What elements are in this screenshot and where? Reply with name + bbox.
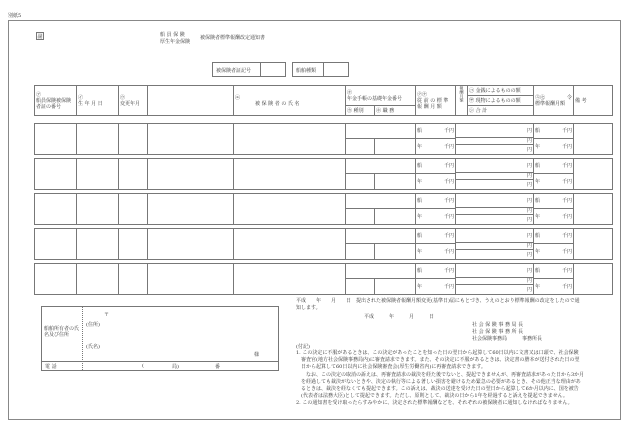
cell-duty[interactable] [375, 209, 416, 225]
header-birthdate: ㋑ 生 年 月 日 [77, 86, 119, 116]
header-blank [148, 86, 234, 116]
cell-duty[interactable] [375, 244, 416, 260]
cell-change-month[interactable] [119, 124, 148, 155]
cell-insurance-number[interactable] [35, 264, 77, 295]
cell-insurance-number[interactable] [35, 159, 77, 190]
record-group [34, 123, 613, 155]
header-total: ㋛ 合 計 [468, 106, 534, 116]
cell-birthdate[interactable] [77, 194, 119, 225]
unit-label: 船 [417, 268, 423, 274]
cell-duty[interactable] [375, 139, 416, 155]
unit-thousand-yen: 千円 [561, 268, 572, 274]
unit-yen: 円 [526, 173, 532, 179]
unit-thousand-yen: 千円 [561, 198, 572, 204]
cell-cash[interactable] [456, 194, 534, 208]
unit-label: 年 [535, 248, 541, 255]
unit-thousand-yen: 千円 [561, 233, 572, 239]
cell-cash[interactable] [456, 264, 534, 278]
unit-thousand-yen: 千円 [443, 248, 454, 255]
cell-total[interactable] [456, 145, 534, 155]
cell-remarks[interactable] [574, 194, 613, 225]
insured-symbol-label: 被保険者証記号 [216, 68, 252, 74]
unit-yen: 円 [526, 208, 532, 214]
header-inkind-amount: ㋚ 現物によるものの額 [468, 96, 534, 106]
unit-label: 船 [417, 163, 423, 169]
unit-label: 船 [535, 198, 541, 204]
notice-date: 平成 年 月 日 [364, 314, 435, 320]
cell-previous-year[interactable] [416, 209, 456, 225]
header-name: ㋓ 被 保 険 者 の 氏 名 [234, 86, 346, 116]
cell-standard-ship[interactable] [534, 159, 574, 174]
cell-inkind[interactable] [456, 208, 534, 215]
vessel-type-field[interactable] [292, 62, 349, 77]
header-insurance-number: ㋐ 船員保険被保険者証の番号 [35, 86, 77, 116]
notice-line2: 知します。 [296, 305, 321, 311]
cell-cash[interactable] [456, 229, 534, 243]
unit-label: 船 [535, 163, 541, 169]
owner-label: 船舶所有者の氏名及び住所 [44, 326, 80, 338]
cell-type[interactable] [346, 279, 375, 295]
unit-yen: 円 [526, 197, 532, 204]
unit-thousand-yen: 千円 [561, 163, 572, 169]
note-line: 1. この決定に不服があるときは、この決定があったことを知った日の翌日から起算して60日以内に文書又は口頭で、社会保険 [296, 350, 579, 356]
notice-line1: 平成 年 月 日 提出された被保険者報酬月額変更(基準日)届にもとづき、うえのとおり標準報酬の改定をしたので通 [296, 298, 580, 304]
cell-type[interactable] [346, 244, 375, 260]
signatory-1: 社 会 保 険 事 務 局 長 [472, 322, 524, 328]
unit-yen: 円 [526, 181, 532, 188]
unit-label: 年 [535, 178, 541, 185]
unit-thousand-yen: 千円 [561, 248, 572, 255]
cell-pension-number[interactable] [346, 194, 416, 209]
cell-total[interactable] [456, 215, 534, 225]
unit-thousand-yen: 千円 [561, 283, 572, 290]
cell-standard-year[interactable] [534, 139, 574, 155]
vessel-type-label: 船舶種類 [296, 68, 317, 74]
unit-yen: 円 [526, 286, 532, 293]
unit-thousand-yen: 千円 [443, 178, 454, 185]
cell-total[interactable] [456, 285, 534, 295]
unit-yen: 円 [526, 267, 532, 274]
cell-remarks[interactable] [574, 229, 613, 260]
cell-name[interactable] [234, 159, 346, 190]
unit-yen: 円 [526, 216, 532, 223]
cell-inkind[interactable] [456, 278, 534, 285]
unit-label: 年 [535, 283, 541, 290]
cell-standard-year[interactable] [534, 279, 574, 295]
header-table [34, 85, 613, 116]
cell-change-month[interactable] [119, 194, 148, 225]
cell-name[interactable] [234, 124, 346, 155]
cell-standard-year[interactable] [534, 174, 574, 190]
header-previous-standard: ㋗㋘ 従 前 の 標 準 報 酬 月 額 [416, 86, 456, 116]
cell-previous-year[interactable] [416, 139, 456, 155]
cell-birthdate[interactable] [77, 159, 119, 190]
unit-thousand-yen: 千円 [443, 198, 454, 204]
cell-birthdate[interactable] [77, 264, 119, 295]
cell-duty[interactable] [375, 174, 416, 190]
note-heading: (付記) [296, 344, 310, 350]
cell-total[interactable] [456, 250, 534, 260]
cell-previous-year[interactable] [416, 279, 456, 295]
cell-blank[interactable] [148, 159, 234, 190]
cell-previous-ship[interactable] [416, 194, 456, 209]
unit-thousand-yen: 千円 [443, 213, 454, 220]
cell-duty[interactable] [375, 279, 416, 295]
cell-standard-ship[interactable] [534, 124, 574, 139]
unit-label: 船 [417, 233, 423, 239]
cell-birthdate[interactable] [77, 229, 119, 260]
cell-pension-number[interactable] [346, 124, 416, 139]
cell-type[interactable] [346, 139, 375, 155]
header-pension-number: ㋔ 年金手帳の基礎年金番号 [346, 86, 416, 106]
cell-previous-ship[interactable] [416, 159, 456, 174]
cell-insurance-number[interactable] [35, 229, 77, 260]
unit-yen: 円 [526, 243, 532, 249]
phone-office: 局) [172, 364, 179, 370]
cell-name[interactable] [234, 194, 346, 225]
form-mark: 副 [37, 34, 43, 40]
note-line: を経過しても裁決がないときや、決定の執行等による著しい損害を避けるため緊急の必要があるとき、その他正当な理由があ [296, 378, 581, 385]
cell-pension-number[interactable] [346, 264, 416, 279]
record-group [34, 263, 613, 295]
cell-insurance-number[interactable] [35, 124, 77, 155]
signatory-3: 社会保険事務局 事務所長 [472, 336, 543, 342]
unit-label: 船 [417, 128, 423, 134]
unit-thousand-yen: 千円 [561, 128, 572, 134]
unit-label: 船 [535, 268, 541, 274]
phone-number: 番 [215, 364, 221, 370]
cell-cash[interactable] [456, 124, 534, 138]
cell-standard-ship[interactable] [534, 229, 574, 244]
notes [296, 350, 584, 408]
unit-label: 年 [417, 143, 423, 150]
cell-blank[interactable] [148, 194, 234, 225]
unit-yen: 円 [526, 138, 532, 144]
honorific: 様 [254, 352, 260, 358]
cell-previous-year[interactable] [416, 244, 456, 260]
cell-birthdate[interactable] [77, 124, 119, 155]
cell-blank[interactable] [148, 264, 234, 295]
cell-change-month[interactable] [119, 264, 148, 295]
cell-change-month[interactable] [119, 159, 148, 190]
cell-blank[interactable] [148, 124, 234, 155]
unit-yen: 円 [526, 232, 532, 239]
unit-yen: 円 [526, 278, 532, 284]
phone-paren: ( [142, 363, 144, 369]
cell-standard-ship[interactable] [534, 194, 574, 209]
cell-inkind[interactable] [456, 243, 534, 250]
cell-insurance-number[interactable] [35, 194, 77, 225]
unit-yen: 円 [526, 251, 532, 258]
header-monthly-pay: 報酬月額 [456, 86, 468, 116]
unit-label: 船 [417, 198, 423, 204]
owner-box [41, 306, 279, 371]
cell-blank[interactable] [148, 229, 234, 260]
cell-remarks[interactable] [574, 124, 613, 155]
phone-label: 電 話 [45, 364, 57, 370]
header-duty: ㋖ 職 務 [375, 106, 416, 116]
note-line: (代表者は法務大臣)として提起できます。ただし、原則として、裁決の日から1年を経過すると訴えを提起できません。 [296, 393, 568, 400]
cell-cash[interactable] [456, 159, 534, 173]
unit-label: 年 [417, 178, 423, 185]
unit-thousand-yen: 千円 [443, 163, 454, 169]
postal-mark: 〒 [104, 312, 110, 318]
header-standard-pay: ㋜㋝ 令 標準報酬月額 [534, 86, 574, 116]
signatory-2: 社 会 保 険 事 務 所 長 [472, 329, 524, 335]
title-line2: 厚生年金保険 [160, 39, 191, 45]
cell-type[interactable] [346, 209, 375, 225]
cell-previous-year[interactable] [416, 174, 456, 190]
unit-thousand-yen: 千円 [561, 178, 572, 185]
cell-pension-number[interactable] [346, 159, 416, 174]
note-line: るときは、裁決を経なくても提起できます。この訴えは、裁決の送達を受けた日の翌日から起算して6か月以内に、国を被告 [296, 386, 579, 393]
title-line1: 船 員 保 険 [160, 32, 185, 38]
cell-total[interactable] [456, 180, 534, 190]
cell-change-month[interactable] [119, 229, 148, 260]
unit-thousand-yen: 千円 [561, 143, 572, 150]
unit-yen: 円 [526, 162, 532, 169]
unit-yen: 円 [526, 146, 532, 153]
page-title: 被保険者標準報酬改定通知書 [200, 35, 266, 41]
note-line: 日から起算して60日以内に社会保険審査会(厚生労働省内)に再審査請求できます。 [296, 364, 486, 371]
cell-pension-number[interactable] [346, 229, 416, 244]
note-line: なお、この決定の取消の訴えは、再審査請求の裁決を経た後でないと、提起できませんが、再審査請求があった日から3か月 [296, 371, 585, 378]
record-group [34, 158, 613, 190]
insured-symbol-field[interactable] [212, 62, 286, 77]
unit-thousand-yen: 千円 [443, 283, 454, 290]
unit-label: 年 [417, 248, 423, 255]
unit-thousand-yen: 千円 [561, 213, 572, 220]
cell-name[interactable] [234, 264, 346, 295]
cell-remarks[interactable] [574, 264, 613, 295]
cell-standard-year[interactable] [534, 209, 574, 225]
owner-name-label[interactable]: (氏名) [86, 344, 100, 350]
header-remarks: 備 考 [574, 86, 613, 116]
record-group [34, 193, 613, 225]
cell-standard-year[interactable] [534, 244, 574, 260]
unit-thousand-yen: 千円 [443, 143, 454, 150]
cell-previous-ship[interactable] [416, 229, 456, 244]
unit-label: 船 [535, 233, 541, 239]
unit-label: 年 [535, 213, 541, 220]
cell-previous-ship[interactable] [416, 264, 456, 279]
unit-thousand-yen: 千円 [443, 233, 454, 239]
unit-label: 年 [535, 143, 541, 150]
unit-label: 年 [417, 213, 423, 220]
cell-remarks[interactable] [574, 159, 613, 190]
header-type: ㋕ 種別 [346, 106, 375, 116]
cell-inkind[interactable] [456, 173, 534, 180]
header-cash-amount: ㋙ 金銭によるものの額 [468, 86, 534, 96]
attachment-label: 別紙5 [8, 13, 22, 19]
unit-thousand-yen: 千円 [443, 268, 454, 274]
cell-inkind[interactable] [456, 138, 534, 145]
cell-previous-ship[interactable] [416, 124, 456, 139]
unit-thousand-yen: 千円 [443, 128, 454, 134]
cell-type[interactable] [346, 174, 375, 190]
address-label[interactable]: (住所) [86, 322, 100, 328]
note-line: 2. この通知書を受け取ったらすみやかに、決定された標準報酬などを、それぞれの被保険者に通知しなければなりません。 [296, 400, 573, 407]
unit-label: 年 [417, 283, 423, 290]
unit-label: 船 [535, 128, 541, 134]
cell-name[interactable] [234, 229, 346, 260]
record-group [34, 228, 613, 260]
note-line: 審査官(地方社会保険事務局内)に審査請求できます。また、その決定に不服があるときは、決定書の謄本が送付された日の翌 [296, 357, 580, 364]
header-change-month: ㋒ 変更年月 [119, 86, 148, 116]
unit-yen: 円 [526, 127, 532, 134]
cell-standard-ship[interactable] [534, 264, 574, 279]
